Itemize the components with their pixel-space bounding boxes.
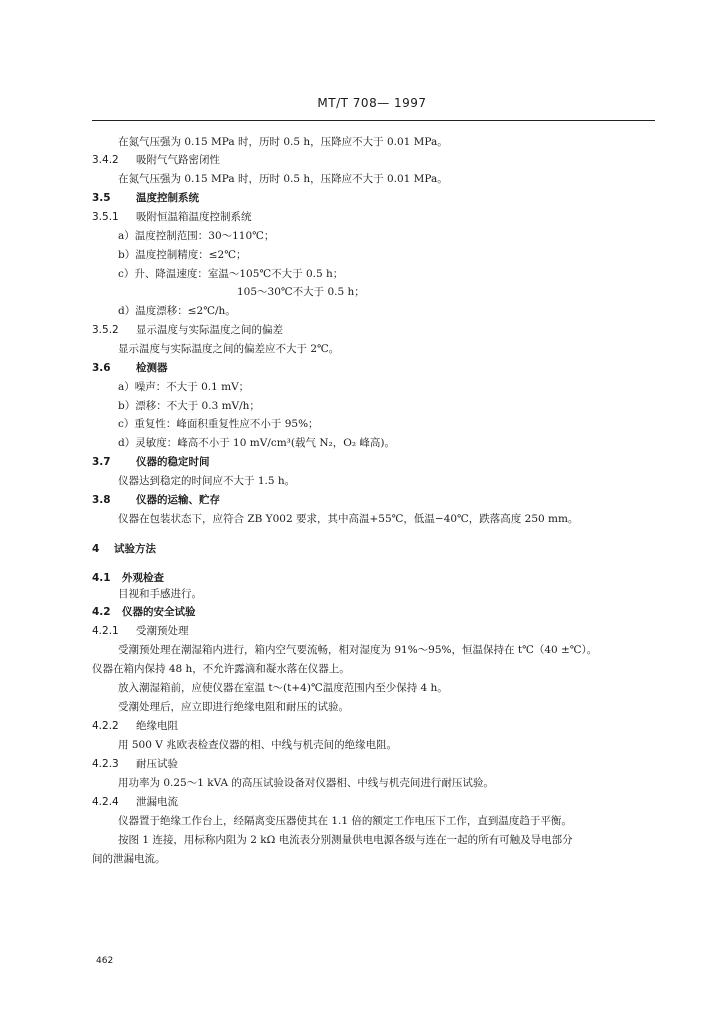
section-heading <box>92 361 168 375</box>
text-line: 放入潮湿箱前，应使仪器在室温 t～(t+4)℃温度范围内至少保持 4 h。 <box>118 682 448 694</box>
list-item: b）温度控制精度：≤2℃； <box>118 249 247 261</box>
text-line: 仪器置于绝缘工作台上，经隔离变压器使其在 1.1 倍的额定工作电压下工作，直到温度趋于平衡。 <box>118 815 572 827</box>
section-number: 4.2.1 <box>92 625 119 637</box>
list-item: c）重复性：峰面积重复性应不小于 95%； <box>118 418 319 430</box>
section-heading <box>92 795 178 809</box>
section-number: 3.4.2 <box>92 154 119 166</box>
text-line: 显示温度与实际温度之间的偏差应不大于 2℃。 <box>118 343 340 355</box>
section-title: 外观检查 <box>122 572 164 584</box>
text-line: 用 500 V 兆欧表检查仪器的相、中线与机壳间的绝缘电阻。 <box>118 739 398 751</box>
section-title: 仪器的稳定时间 <box>136 456 210 468</box>
text-line: 间的泄漏电流。 <box>92 853 166 865</box>
section-heading <box>92 153 220 167</box>
list-item: 105～30℃不大于 0.5 h； <box>237 286 365 298</box>
section-heading <box>92 719 178 733</box>
text-line: 目视和手感进行。 <box>118 588 202 600</box>
section-heading <box>92 493 220 507</box>
section-title: 仪器的安全试验 <box>122 606 196 618</box>
text-line: 按图 1 连接，用标称内阻为 2 kΩ 电流表分别测量供电电源各级与连在一起的所有可触及导电部分 <box>118 834 573 846</box>
text-line: 受潮处理后，应立即进行绝缘电阻和耐压的试验。 <box>118 701 349 713</box>
section-title: 绝缘电阻 <box>136 720 178 732</box>
section-heading <box>92 605 196 619</box>
chapter-title: 试验方法 <box>114 543 156 555</box>
section-number: 3.8 <box>92 494 111 506</box>
section-number: 4.1 <box>92 572 111 584</box>
section-number: 3.7 <box>92 456 111 468</box>
section-heading <box>92 323 283 337</box>
chapter-heading <box>92 542 156 556</box>
section-title: 受潮预处理 <box>136 625 189 637</box>
section-title: 温度控制系统 <box>136 192 199 204</box>
text-line: 用功率为 0.25～1 kVA 的高压试验设备对仪器相、中线与机壳间进行耐压试验。 <box>118 777 494 789</box>
list-item: b）漂移：不大于 0.3 mV/h； <box>118 400 260 412</box>
section-heading <box>92 624 189 638</box>
section-title: 吸附气气路密闭性 <box>136 154 220 166</box>
section-number: 3.5.2 <box>92 324 119 336</box>
list-item: d）温度漂移：≤2℃/h。 <box>118 305 236 317</box>
section-title: 泄漏电流 <box>136 796 178 808</box>
header-rule <box>92 120 655 121</box>
page-header: MT/T 708— 1997 <box>317 96 427 110</box>
text-line: 在氮气压强为 0.15 MPa 时，历时 0.5 h，压降应不大于 0.01 MPa。 <box>118 173 448 185</box>
section-title: 检测器 <box>136 362 168 374</box>
text-line: 仪器在包装状态下，应符合 ZB Y002 要求，其中高温+55℃，低温−40℃，跌落高度 250 mm。 <box>118 513 579 525</box>
text-line: 仪器在箱内保持 48 h，不允许露滴和凝水落在仪器上。 <box>92 663 350 675</box>
list-item: a）温度控制范围：30～110℃； <box>118 230 275 242</box>
section-number: 4.2.4 <box>92 796 119 808</box>
section-heading <box>92 757 178 771</box>
chapter-number: 4 <box>92 543 100 555</box>
section-title: 显示温度与实际温度之间的偏差 <box>136 324 283 336</box>
section-title: 仪器的运输、贮存 <box>136 494 220 506</box>
list-item: d）灵敏度：峰高不小于 10 mV/cm³(载气 N₂，O₂ 峰高)。 <box>118 437 395 449</box>
section-number: 4.2 <box>92 606 111 618</box>
page-number: 462 <box>96 956 114 966</box>
text-line: 在氮气压强为 0.15 MPa 时，历时 0.5 h，压降应不大于 0.01 MPa。 <box>118 136 448 148</box>
section-title: 耐压试验 <box>136 758 178 770</box>
text-line: 受潮预处理在潮湿箱内进行，箱内空气要流畅，相对湿度为 91%～95%，恒温保持在 t℃（40 ±℃）。 <box>118 644 598 656</box>
section-heading <box>92 210 252 224</box>
section-heading <box>92 455 210 469</box>
section-number: 3.5 <box>92 192 111 204</box>
section-number: 4.2.3 <box>92 758 119 770</box>
section-number: 3.5.1 <box>92 211 119 223</box>
section-title: 吸附恒温箱温度控制系统 <box>136 211 252 223</box>
section-number: 4.2.2 <box>92 720 119 732</box>
section-heading <box>92 191 199 205</box>
list-item: c）升、降温速度：室温～105℃不大于 0.5 h； <box>118 268 344 280</box>
section-heading <box>92 571 164 585</box>
list-item: a）噪声：不大于 0.1 mV； <box>118 381 250 393</box>
text-line: 仪器达到稳定的时间应不大于 1.5 h。 <box>118 475 296 487</box>
section-number: 3.6 <box>92 362 111 374</box>
